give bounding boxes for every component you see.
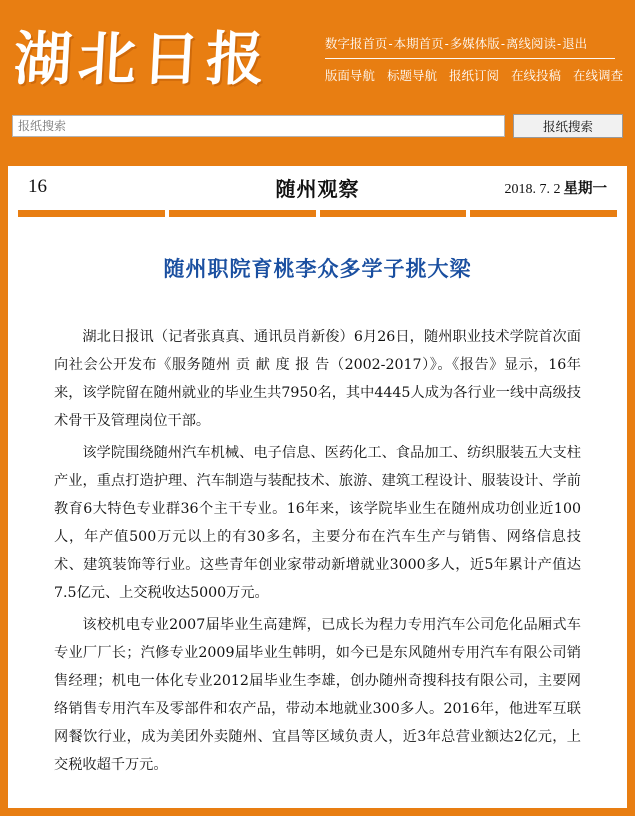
nav-link-offline-reading[interactable]: 离线阅读	[505, 37, 556, 51]
newspaper-sheet	[8, 166, 627, 808]
header-rule	[18, 210, 617, 217]
nav-top-row	[325, 34, 635, 52]
article-body	[54, 323, 581, 779]
newspaper-logo	[14, 26, 307, 92]
search-bar	[0, 108, 635, 144]
nav-separator-2: -	[444, 37, 449, 51]
search-input[interactable]	[12, 115, 505, 137]
nav-divider	[325, 58, 615, 59]
article-paragraph-2: 该学院围绕随州汽车机械、电子信息、医药化工、食品加工、纺织服装五大支柱产业，重点打造护理、汽车制造与装配技术、旅游、建筑工程设计、服装设计、学前教育6大特色专业群36个主干专业。16年来，该学院毕业生在随州成功创业近100人，年产值500万元以上的有30多名，主要分布在汽车生产与销售、网络信息技术、建筑装饰等行业。这些青年创业家带动新增就业3000多人，近5年累计产值达7.5亿元、上交税收达5000万元。	[54, 445, 581, 601]
page-number: 16	[28, 176, 47, 197]
nav-link-online-survey[interactable]: 在线调查	[572, 69, 623, 83]
nav-link-subscribe[interactable]: 报纸订阅	[448, 69, 499, 83]
nav-link-headline-navigation[interactable]: 标题导航	[386, 69, 437, 83]
search-button[interactable]: 报纸搜索	[513, 114, 623, 138]
nav-link-submit-online[interactable]: 在线投稿	[510, 69, 561, 83]
masthead	[0, 0, 635, 108]
masthead-nav	[325, 34, 635, 84]
nav-link-current-issue[interactable]: 本期首页	[393, 37, 444, 51]
rule-segment-2	[169, 210, 316, 217]
nav-link-digital-home[interactable]: 数字报首页	[324, 37, 388, 51]
page-header	[8, 166, 627, 208]
nav-link-page-navigation[interactable]: 版面导航	[324, 69, 375, 83]
rule-segment-4	[470, 210, 617, 217]
weekday-text: 星期一	[563, 179, 607, 197]
logo-text: 湖北日报	[12, 25, 272, 93]
nav-separator-1: -	[388, 37, 393, 51]
article-headline: 随州职院育桃李众多学子挑大梁	[163, 256, 472, 281]
nav-separator-3: -	[500, 37, 505, 51]
issue-date	[505, 177, 608, 198]
nav-link-logout[interactable]: 退出	[562, 37, 588, 51]
nav-bottom-row	[325, 66, 635, 84]
section-title: 随州观察	[275, 176, 360, 201]
nav-separator-4: -	[557, 37, 562, 51]
rule-segment-1	[18, 210, 165, 217]
article-paragraph-1: 湖北日报讯（记者张真真、通讯员肖新俊）6月26日，随州职业技术学院首次面向社会公开发布《服务随州 贡 献 度 报 告（2002-2017）》。《报告》显示，16年来，该学院留在随州就业的毕业生共7950名，其中4445人成为各行业一线中高级技术骨干及管理岗位干部。	[54, 329, 581, 429]
date-text: 2018. 7. 2	[504, 181, 561, 197]
rule-segment-3	[320, 210, 467, 217]
nav-link-multimedia[interactable]: 多媒体版	[449, 37, 500, 51]
article-paragraph-3: 该校机电专业2007届毕业生高建辉，已成长为程力专用汽车公司危化品厢式车专业厂厂长；汽修专业2009届毕业生韩明，如今已是东风随州专用汽车有限公司销售经理；机电一体化专业2012届毕业生李雄，创办随州奇搜科技有限公司，主要网络销售专用汽车及零部件和农产品，带动本地就业300多人。2016年，他进军互联网餐饮行业，成为美团外卖随州、宜昌等区域负责人，近3年总营业额达2亿元，上交税收超千万元。	[54, 617, 581, 773]
